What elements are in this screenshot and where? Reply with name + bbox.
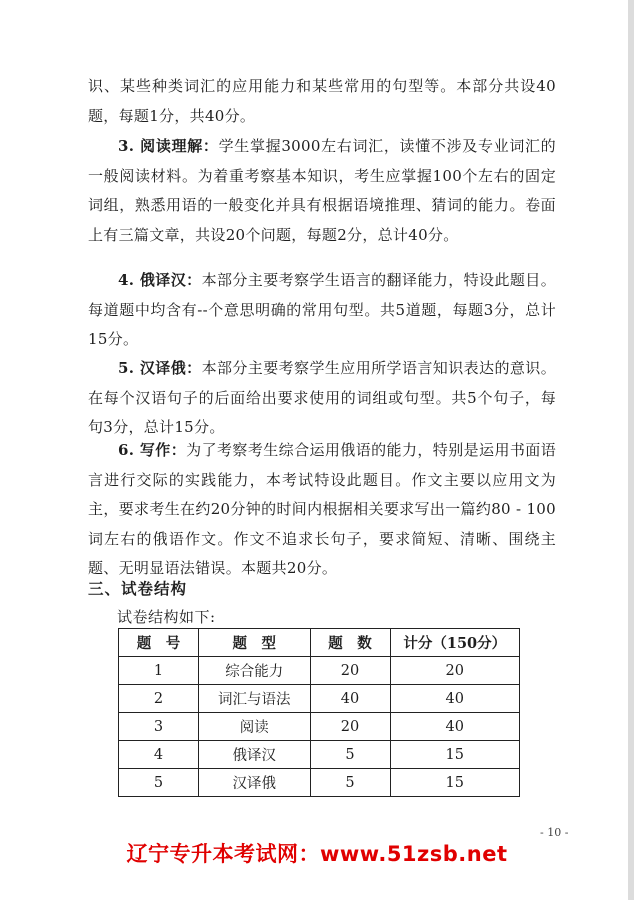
footer-watermark: 辽宁专升本考试网：www.51zsb.net — [126, 842, 508, 866]
paragraph-text: 为了考察考生综合运用俄语的能力，特别是运用书面语言进行交际的实践能力，本考试特设此题目。作文主要以应用文为主，要求考生在约20分钟的时间内根据相关要求写出一篇约80 - 100词左右的俄语作文。作文不追求长句子，要求简短、清晰、围绕主题、无明显语法错误。本题共20分。 — [88, 441, 557, 577]
page-edge — [628, 0, 634, 900]
paragraph-vocabulary-end — [88, 72, 556, 131]
paragraph-title: 5. 汉译俄： — [118, 359, 202, 377]
header-type: 题 型 — [199, 629, 310, 657]
paragraph-zh-to-ru — [88, 354, 556, 443]
cell-number: 5 — [119, 769, 199, 797]
paragraph-title: 6. 写作： — [118, 441, 187, 459]
page-number: - 10 - — [540, 826, 569, 839]
header-count: 题 数 — [310, 629, 390, 657]
cell-number: 1 — [119, 657, 199, 685]
section-heading: 三、试卷结构 — [88, 579, 188, 598]
paragraph-text: 本部分主要考察学生应用所学语言知识表达的意识。在每个汉语句子的后面给出要求使用的词组或句型。共5个句子，每句3分，总计15分。 — [88, 359, 556, 436]
header-number: 题 号 — [119, 629, 199, 657]
table-row — [119, 657, 520, 685]
cell-score: 40 — [390, 685, 519, 713]
cell-score: 40 — [390, 713, 519, 741]
header-score: 计分（150分） — [390, 629, 519, 657]
paragraph-text: 学生掌握3000左右词汇，读懂不涉及专业词汇的一般阅读材料。为着重考察基本知识，考生应掌握100个左右的固定词组，熟悉用语的一般变化并具有根据语境推理、猜词的能力。卷面上有三篇文章，共设20个问题，每题2分，总计40分。 — [88, 137, 556, 244]
cell-number: 3 — [119, 713, 199, 741]
cell-type: 综合能力 — [199, 657, 310, 685]
exam-structure-table — [118, 628, 520, 797]
paragraph-title: 3. 阅读理解： — [118, 137, 219, 155]
table-caption: 试卷结构如下: — [117, 608, 216, 626]
table-row — [119, 713, 520, 741]
paragraph-writing — [88, 436, 556, 584]
table-header-row — [119, 629, 520, 657]
paragraph-text: 识、某些种类词汇的应用能力和某些常用的句型等。本部分共设40题，每题1分，共40分。 — [88, 77, 556, 125]
paragraph-text: 本部分主要考察学生语言的翻译能力，特设此题目。每道题中均含有--个意思明确的常用句型。共5道题，每题3分，总计15分。 — [88, 271, 556, 348]
cell-count: 20 — [310, 713, 390, 741]
paragraph-title: 4. 俄译汉： — [118, 271, 202, 289]
table-row — [119, 741, 520, 769]
table-row — [119, 685, 520, 713]
cell-count: 5 — [310, 769, 390, 797]
table-row — [119, 769, 520, 797]
cell-score: 20 — [390, 657, 519, 685]
cell-number: 2 — [119, 685, 199, 713]
cell-count: 5 — [310, 741, 390, 769]
cell-count: 20 — [310, 657, 390, 685]
cell-score: 15 — [390, 769, 519, 797]
cell-number: 4 — [119, 741, 199, 769]
cell-type: 俄译汉 — [199, 741, 310, 769]
cell-count: 40 — [310, 685, 390, 713]
cell-type: 阅读 — [199, 713, 310, 741]
cell-score: 15 — [390, 741, 519, 769]
cell-type: 汉译俄 — [199, 769, 310, 797]
paragraph-ru-to-zh — [88, 266, 556, 355]
paragraph-reading — [88, 132, 556, 250]
cell-type: 词汇与语法 — [199, 685, 310, 713]
